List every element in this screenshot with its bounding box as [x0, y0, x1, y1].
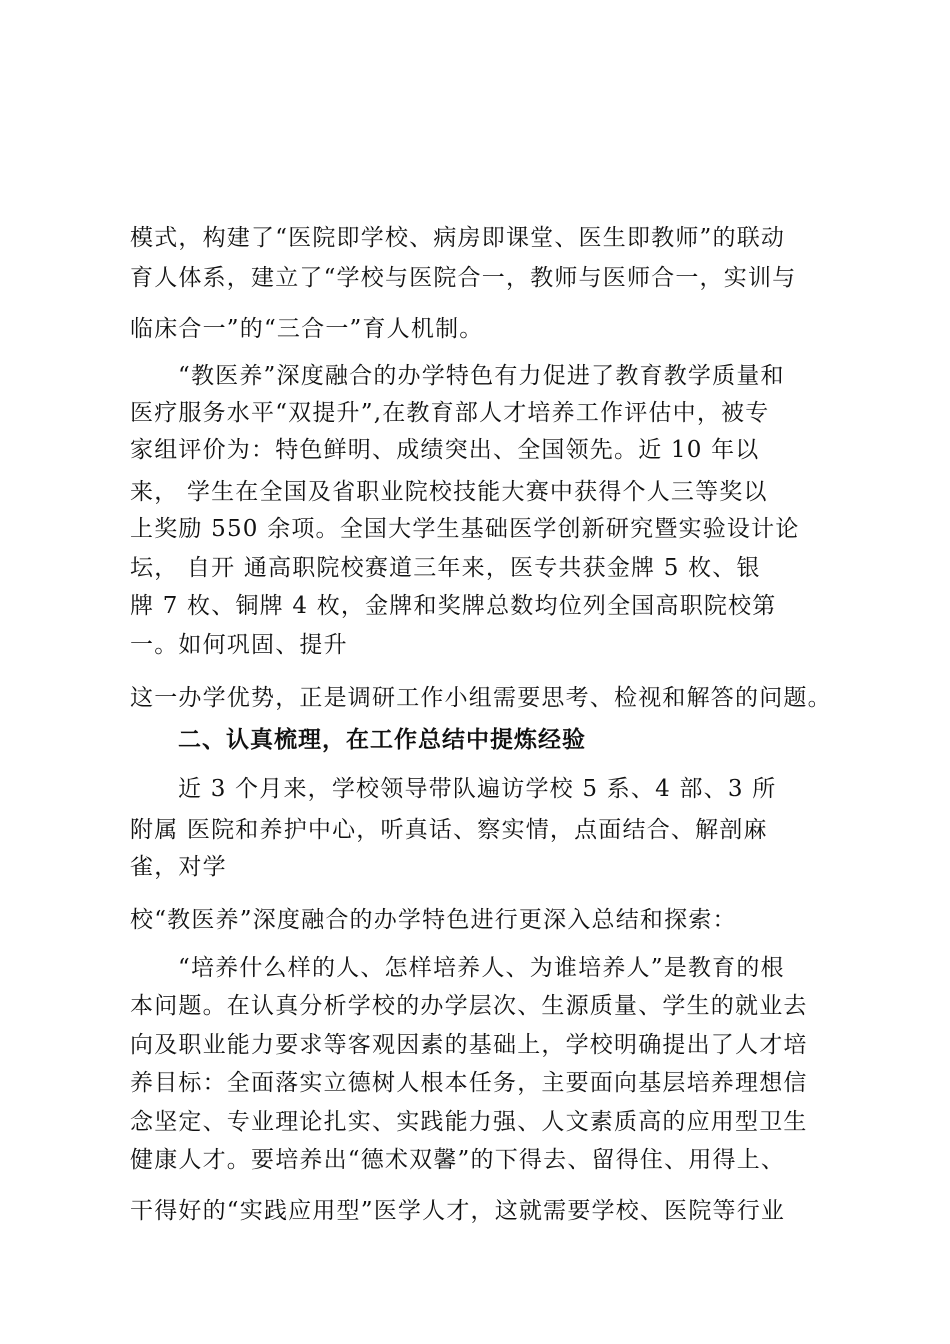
text-line: 来， 学生在全国及省职业院校技能大赛中获得个人三等奖以	[130, 479, 768, 505]
text-line: 模式，构建了“医院即学校、病房即课堂、医生即教师”的联动	[130, 225, 786, 251]
text-line: 校“教医养”深度融合的办学特色进行更深入总结和探索：	[130, 907, 737, 933]
text-line: 家组评价为：特色鲜明、成绩突出、全国领先。近 10 年以	[130, 437, 760, 463]
text-line: 医疗服务水平“双提升”,在教育部人才培养工作评估中，被专	[130, 400, 770, 426]
text-line: 牌 7 枚、铜牌 4 枚，金牌和奖牌总数均位列全国高职院校第	[130, 593, 777, 619]
text-line: 向及职业能力要求等客观因素的基础上，学校明确提出了人才培	[130, 1032, 808, 1058]
paragraph-start-line: “教医养”深度融合的办学特色有力促进了教育教学质量和	[178, 363, 785, 389]
text-line: 坛， 自开 通高职院校赛道三年来，医专共获金牌 5 枚、银	[130, 555, 761, 581]
text-line: 养目标：全面落实立德树人根本任务，主要面向基层培养理想信	[130, 1070, 808, 1096]
text-line: 念坚定、专业理论扎实、实践能力强、人文素质高的应用型卫生	[130, 1109, 808, 1135]
paragraph-start-line: “培养什么样的人、怎样培养人、为谁培养人”是教育的根	[178, 955, 785, 981]
text-line: 雀，对学	[130, 854, 227, 880]
text-line: 这一办学优势，正是调研工作小组需要思考、检视和解答的问题。	[130, 685, 832, 711]
text-line: 一。如何巩固、提升	[130, 632, 348, 658]
paragraph-start-line: 近 3 个月来，学校领导带队遍访学校 5 系、4 部、3 所	[178, 776, 777, 802]
text-line: 本问题。在认真分析学校的办学层次、生源质量、学生的就业去	[130, 993, 808, 1019]
text-line: 干得好的“实践应用型”医学人才，这就需要学校、医院等行业	[130, 1198, 786, 1224]
text-line: 附属 医院和养护中心，听真话、察实情，点面结合、解剖麻	[130, 817, 768, 843]
text-line: 育人体系，建立了“学校与医院合一，教师与医师合一，实训与	[130, 265, 797, 291]
text-line: 上奖励 550 余项。全国大学生基础医学创新研究暨实验设计论	[130, 516, 800, 542]
section-heading: 二、认真梳理，在工作总结中提炼经验	[178, 727, 586, 753]
text-line: 临床合一”的“三合一”育人机制。	[130, 316, 484, 342]
text-line: 健康人才。要培养出“德术双馨”的下得去、留得住、用得上、	[130, 1147, 786, 1173]
